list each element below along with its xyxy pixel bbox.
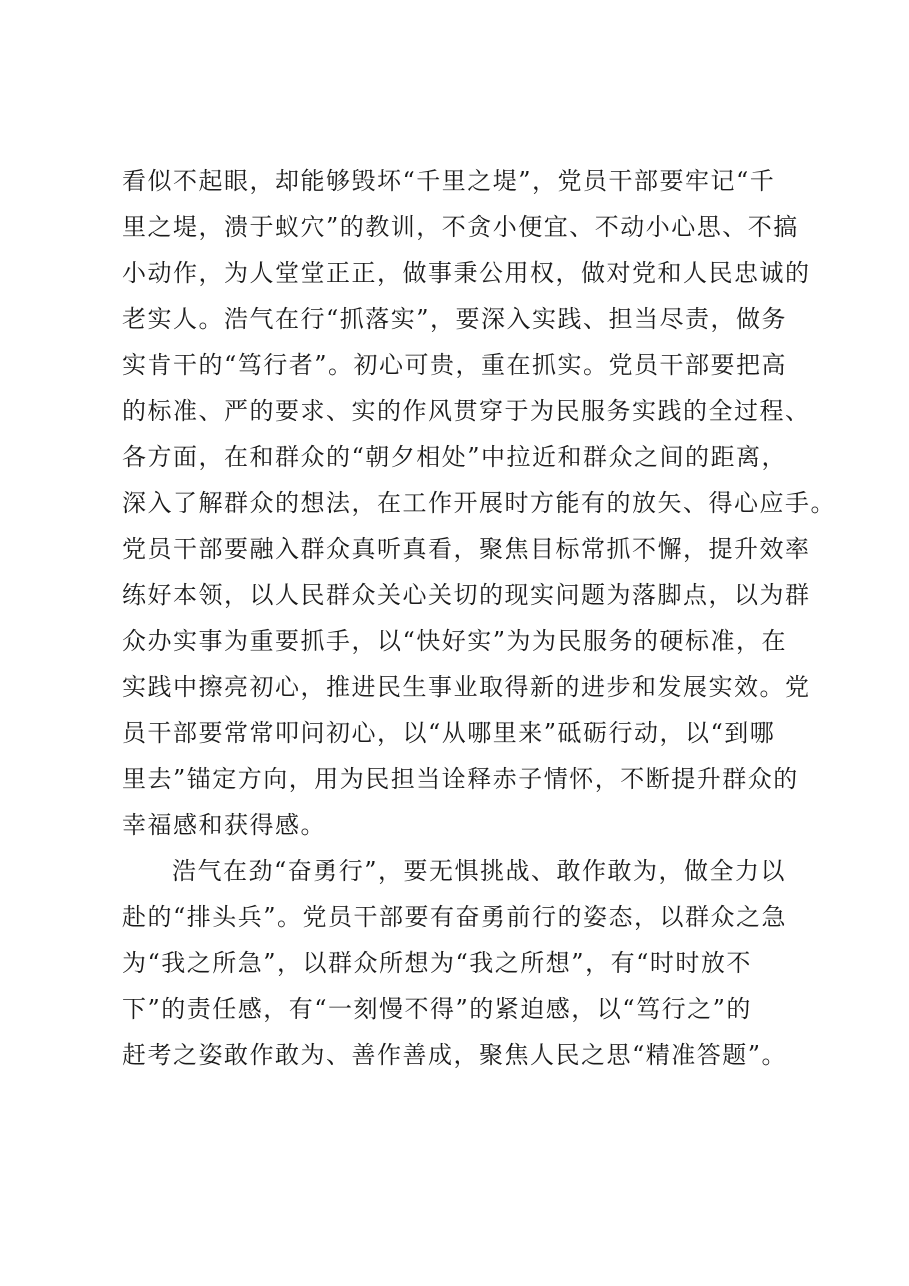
body-text: [122, 158, 836, 1078]
text-line-12: 实践中擦亮初心，推进民生事业取得新的进步和发展实效。党: [122, 673, 811, 701]
text-line-18: 为“我之所急”，以群众所想为“我之所想”，有“时时放不: [122, 949, 752, 977]
text-line-20: 赶考之姿敢作敢为、善作善成，聚焦人民之思“精准答题”。: [122, 1041, 788, 1069]
text-line-14: 里去”锚定方向，用为民担当诠释赤子情怀，不断提升群众的: [122, 765, 799, 793]
text-line-1: 看似不起眼，却能够毁坏“千里之堤”，党员干部要牢记“千: [122, 167, 776, 195]
text-line-8: 深入了解群众的想法，在工作开展时方能有的放矢、得心应手。: [122, 489, 836, 517]
text-line-10: 练好本领，以人民群众关心关切的现实问题为落脚点，以为群: [122, 581, 811, 609]
text-line-11: 众办实事为重要抓手，以“快好实”为为民服务的硬标准，在: [122, 627, 788, 655]
text-line-5: 实肯干的“笃行者”。初心可贵，重在抓实。党员干部要把高: [122, 351, 788, 379]
text-line-17: 赴的“排头兵”。党员干部要有奋勇前行的姿态，以群众之急: [122, 903, 788, 931]
text-line-3: 小动作，为人堂堂正正，做事秉公用权，做对党和人民忠诚的: [122, 259, 811, 287]
text-line-16: 浩气在劲“奋勇行”，要无惧挑战、敢作敢为，做全力以: [172, 857, 787, 885]
text-line-2: 里之堤，溃于蚁穴”的教训，不贪小便宜、不动小心思、不搞: [122, 213, 799, 241]
text-line-6: 的标准、严的要求、实的作风贯穿于为民服务实践的全过程、: [122, 397, 811, 425]
text-line-9: 党员干部要融入群众真听真看，聚焦目标常抓不懈，提升效率: [122, 535, 811, 563]
text-line-7: 各方面，在和群众的“朝夕相处”中拉近和群众之间的距离，: [122, 443, 788, 471]
text-line-13: 员干部要常常叩问初心，以“从哪里来”砥砺行动，以“到哪: [122, 719, 776, 747]
text-line-4: 老实人。浩气在行“抓落实”，要深入实践、担当尽责，做务: [122, 305, 788, 333]
text-line-15: 幸福感和获得感。: [122, 811, 326, 839]
text-line-19: 下”的责任感，有“一刻慢不得”的紧迫感，以“笃行之”的: [122, 995, 752, 1023]
